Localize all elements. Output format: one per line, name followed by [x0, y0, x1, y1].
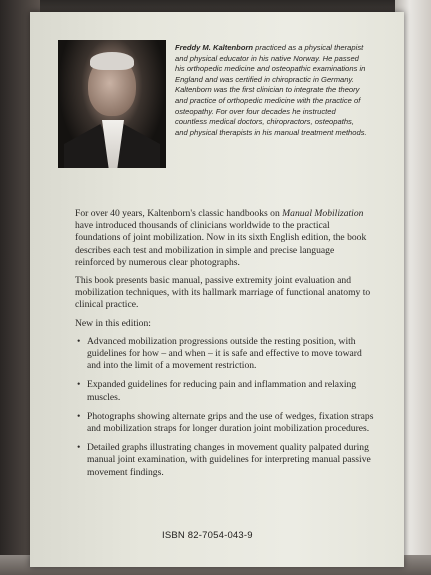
intro-paragraph: [75, 208, 375, 269]
book-title: Manual Mobilization: [282, 208, 364, 219]
feature-item: • Detailed graphs illustrating changes in movement quality palpated during manual joint examination, with guidelines for interpreting manual passive movement findings.: [75, 442, 375, 479]
summary-paragraph: This book presents basic manual, passive extremity joint evaluation and mobilization techniques, with its hallmark marriage of functional anatomy to clinical practice.: [75, 275, 371, 311]
intro-text-start: For over 40 years, Kaltenborn's classic handbooks on: [75, 208, 283, 219]
feature-item: • Photographs showing alternate grips and the use of wedges, fixation straps and mobilization straps for longer duration joint mobilization procedures.: [75, 411, 375, 435]
feature-item: • Advanced mobilization progressions outside the resting position, with guidelines for how – and when – it is safe and effective to move toward and into the limit of a movement restriction.: [75, 336, 375, 373]
author-name: Freddy M. Kaltenborn: [175, 43, 254, 52]
description: [75, 208, 375, 486]
feature-list: [75, 336, 375, 479]
author-photo: [58, 40, 166, 168]
isbn-label: ISBN 82-7054-043-9: [162, 530, 253, 541]
author-bio-text: practiced as a physical therapist and physical educator in his native Norway. He passed his orthopedic medicine and osteopathic examinations in England and was certified in chiropractic in Germany. Kaltenborn was the first clinician to integrate the theory and practice of orthopedic medicine with the practice of osteopathy. For over four decades he instructed countless medical doctors, chiropractors, osteopaths, and physical therapists in his manual treatment methods.: [175, 43, 367, 137]
feature-item: • Expanded guidelines for reducing pain and inflammation and relaxing muscles.: [75, 379, 375, 403]
author-hair: [90, 52, 134, 70]
author-bio: [175, 43, 367, 138]
new-edition-heading: New in this edition:: [75, 317, 151, 329]
intro-text-end: have introduced thousands of clinicians worldwide to the practical foundations of joint mobilization. Now in its sixth English edition, the book describes each test and mobilization in simple and precise language reinforced by numerous clear photographs.: [75, 220, 367, 268]
